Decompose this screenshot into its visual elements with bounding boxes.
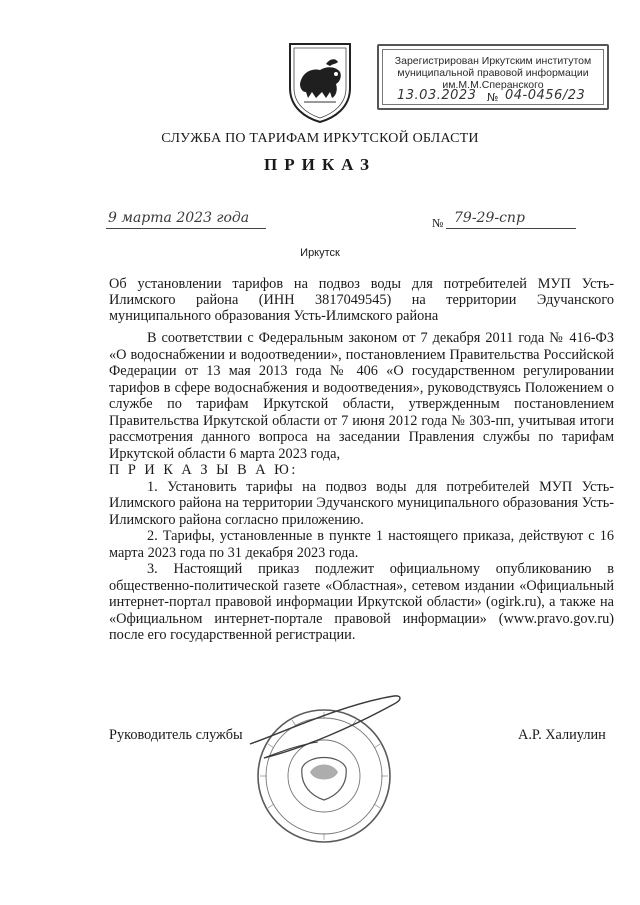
official-seal [244,692,404,852]
registration-line-1: Зарегистрирован Иркутским институтом [394,55,592,67]
order-number-handwritten: 79-29-спр [454,210,525,226]
order-item-3: 3. Настоящий приказ подлежит официальному опубликованию в общественно-политической газете «Областная», сетевом издании «Официальный интернет-портал правовой информации Иркутской области» (ogirk.ru), а также на «Официальном интернет-портале правовой информации» (www.pravo.gov.ru) после его государственной регистрации. [109,561,614,643]
order-date-handwritten: 9 марта 2023 года [108,210,250,226]
number-underline [446,228,576,229]
registration-stamp [377,44,609,110]
registration-date: 13.03.2023 [397,88,477,103]
order-body [109,330,614,644]
coat-of-arms-emblem [286,42,354,124]
registration-line-3: им.М.М.Сперанского [442,79,544,91]
agency-title: СЛУЖБА ПО ТАРИФАМ ИРКУТСКОЙ ОБЛАСТИ [161,131,479,146]
order-subject: Об установлении тарифов на подвоз воды для потребителей МУП Усть-Илимского района (ИНН 3817049545) на территории Эдучанского муниципального образования Усть-Илимского района [109,276,614,324]
order-item-2: 2. Тарифы, установленные в пункте 1 настоящего приказа, действуют с 16 марта 2023 года по 31 декабря 2023 года. [109,528,614,561]
order-number-label: № [432,216,444,230]
signatory-position: Руководитель службы [109,727,243,743]
registration-number: 04-0456/23 [505,88,586,103]
city-name: Иркутск [300,247,340,259]
date-underline [106,228,266,229]
registration-number-label: № [487,91,499,104]
preamble-paragraph: В соответствии с Федеральным законом от 7 декабря 2011 года № 416-ФЗ «О водоснабжении и водоотведении», постановлением Правительства Российской Федерации от 13 мая 2013 года № 406 «О государственном регулировании тарифов в сфере водоснабжения и водоотведения», руководствуясь Положением о службе по тарифам Иркутской области, утвержденным постановлением Правительства Иркутской области от 7 июня 2012 года № 303-пп, учитывая итоги рассмотрения данного вопроса на заседании Правления службы по тарифам Иркутской области 6 марта 2023 года, [109,330,614,462]
signatory-name: А.Р. Халиулин [518,727,606,743]
orders-word: П Р И К А З Ы В А Ю: [109,462,298,478]
document-type-title: ПРИКАЗ [264,155,376,174]
registration-line-2: муниципальной правовой информации [397,67,589,79]
order-item-1: 1. Установить тарифы на подвоз воды для потребителей МУП Усть-Илимского района на территории Эдучанского муниципального образования Усть-Илимского района согласно приложению. [109,478,614,528]
